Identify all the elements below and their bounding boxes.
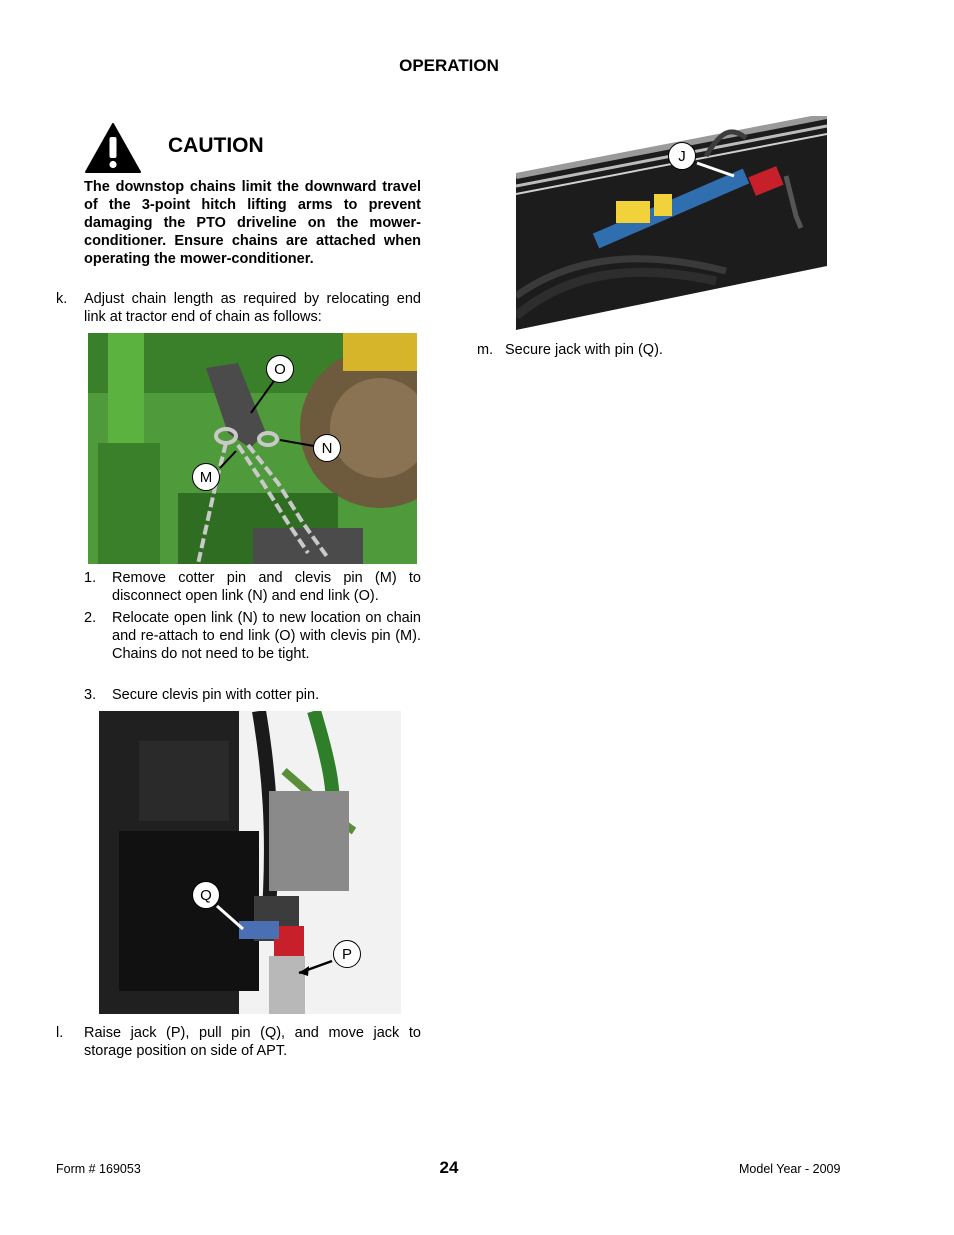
step-label: 2. [84,610,97,626]
step-text: Raise jack (P), pull pin (Q), and move jack to storage position on side of APT. [84,1025,421,1059]
step-text: Relocate open link (N) to new location on chain and re-attach to end link (O) with clevis pin (M). Chains do not need to be tight. [112,610,421,662]
jack-illustration [99,711,401,1014]
callout-n: N [313,434,341,462]
step-label: l. [56,1025,64,1041]
callout-q: Q [192,881,220,909]
footer-model-year: Model Year - 2009 [739,1162,841,1176]
jack-photo [99,711,401,1014]
footer-form-number: Form # 169053 [56,1162,141,1176]
sub-step-3 [84,686,421,704]
step-label: 3. [84,687,97,703]
section-header: OPERATION [399,56,499,75]
callout-j: J [668,142,696,170]
callout-p: P [333,940,361,968]
step-l [56,1024,421,1060]
step-m [477,341,827,359]
step-label: m. [477,342,494,358]
chain-link-photo [88,333,417,564]
step-text: Secure jack with pin (Q). [505,342,663,358]
callout-o: O [266,355,294,383]
step-label: k. [56,291,68,307]
step-label: 1. [84,570,97,586]
sub-step-2 [84,609,421,663]
callout-m: M [192,463,220,491]
step-text: Adjust chain length as required by relocating end link at tractor end of chain as follows: [84,291,421,325]
sub-step-1 [84,569,421,605]
step-k [56,290,421,326]
caution-text: The downstop chains limit the downward travel of the 3-point hitch lifting arms to prevent damaging the PTO driveline on the mower-conditioner. Ensure chains are attached when operating the mower-conditioner. [84,179,421,267]
storage-position-photo [516,116,827,330]
warning-triangle-icon [84,122,142,174]
step-text: Secure clevis pin with cotter pin. [112,687,320,703]
step-text: Remove cotter pin and clevis pin (M) to disconnect open link (N) and end link (O). [112,570,421,604]
footer-page-number: 24 [439,1158,459,1177]
caution-title: CAUTION [168,134,264,157]
chain-link-illustration [88,333,417,564]
